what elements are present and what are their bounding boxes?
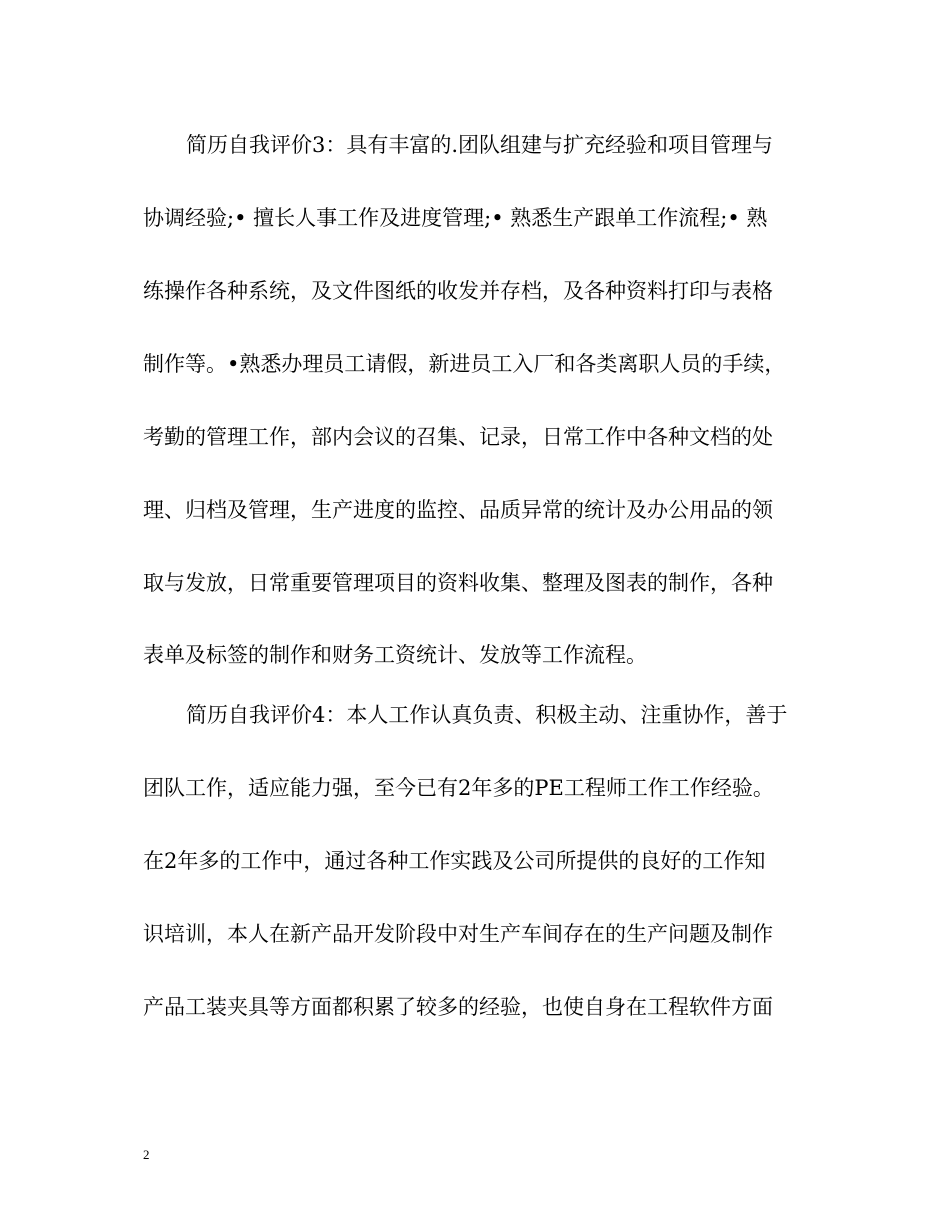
paragraph-1-line-3: 练操作各种系统，及文件图纸的收发并存档，及各种资料打印与表格: [143, 279, 773, 303]
paragraph-2-line-3: 在2年多的工作中，通过各种工作实践及公司所提供的良好的工作知: [143, 849, 766, 873]
paragraph-2-line-1: 简历自我评价4：本人工作认真负责、积极主动、注重协作，善于: [186, 703, 788, 727]
paragraph-1-line-1: 简历自我评价3：具有丰富的.团队组建与扩充经验和项目管理与: [186, 133, 774, 157]
paragraph-1-line-6: 理、归档及管理，生产进度的监控、品质异常的统计及办公用品的领: [143, 498, 773, 522]
paragraph-1-line-5: 考勤的管理工作，部内会议的召集、记录，日常工作中各种文档的处: [143, 425, 773, 449]
paragraph-2-line-4: 识培训，本人在新产品开发阶段中对生产车间存在的生产问题及制作: [143, 922, 773, 946]
page-number: 2: [143, 1147, 150, 1162]
paragraph-2-line-5: 产品工装夹具等方面都积累了较多的经验，也使自身在工程软件方面: [143, 995, 773, 1019]
paragraph-1-line-2: 协调经验;• 擅长人事工作及进度管理;• 熟悉生产跟单工作流程;• 熟: [143, 206, 768, 230]
paragraph-2-line-2: 团队工作，适应能力强，至今已有2年多的PE工程师工作工作经验。: [143, 776, 774, 800]
paragraph-1-line-7: 取与发放，日常重要管理项目的资料收集、整理及图表的制作，各种: [143, 571, 773, 595]
paragraph-1-line-8: 表单及标签的制作和财务工资统计、发放等工作流程。: [143, 643, 647, 667]
paragraph-1-line-4: 制作等。•熟悉办理员工请假，新进员工入厂和各类离职人员的手续，: [143, 352, 786, 376]
